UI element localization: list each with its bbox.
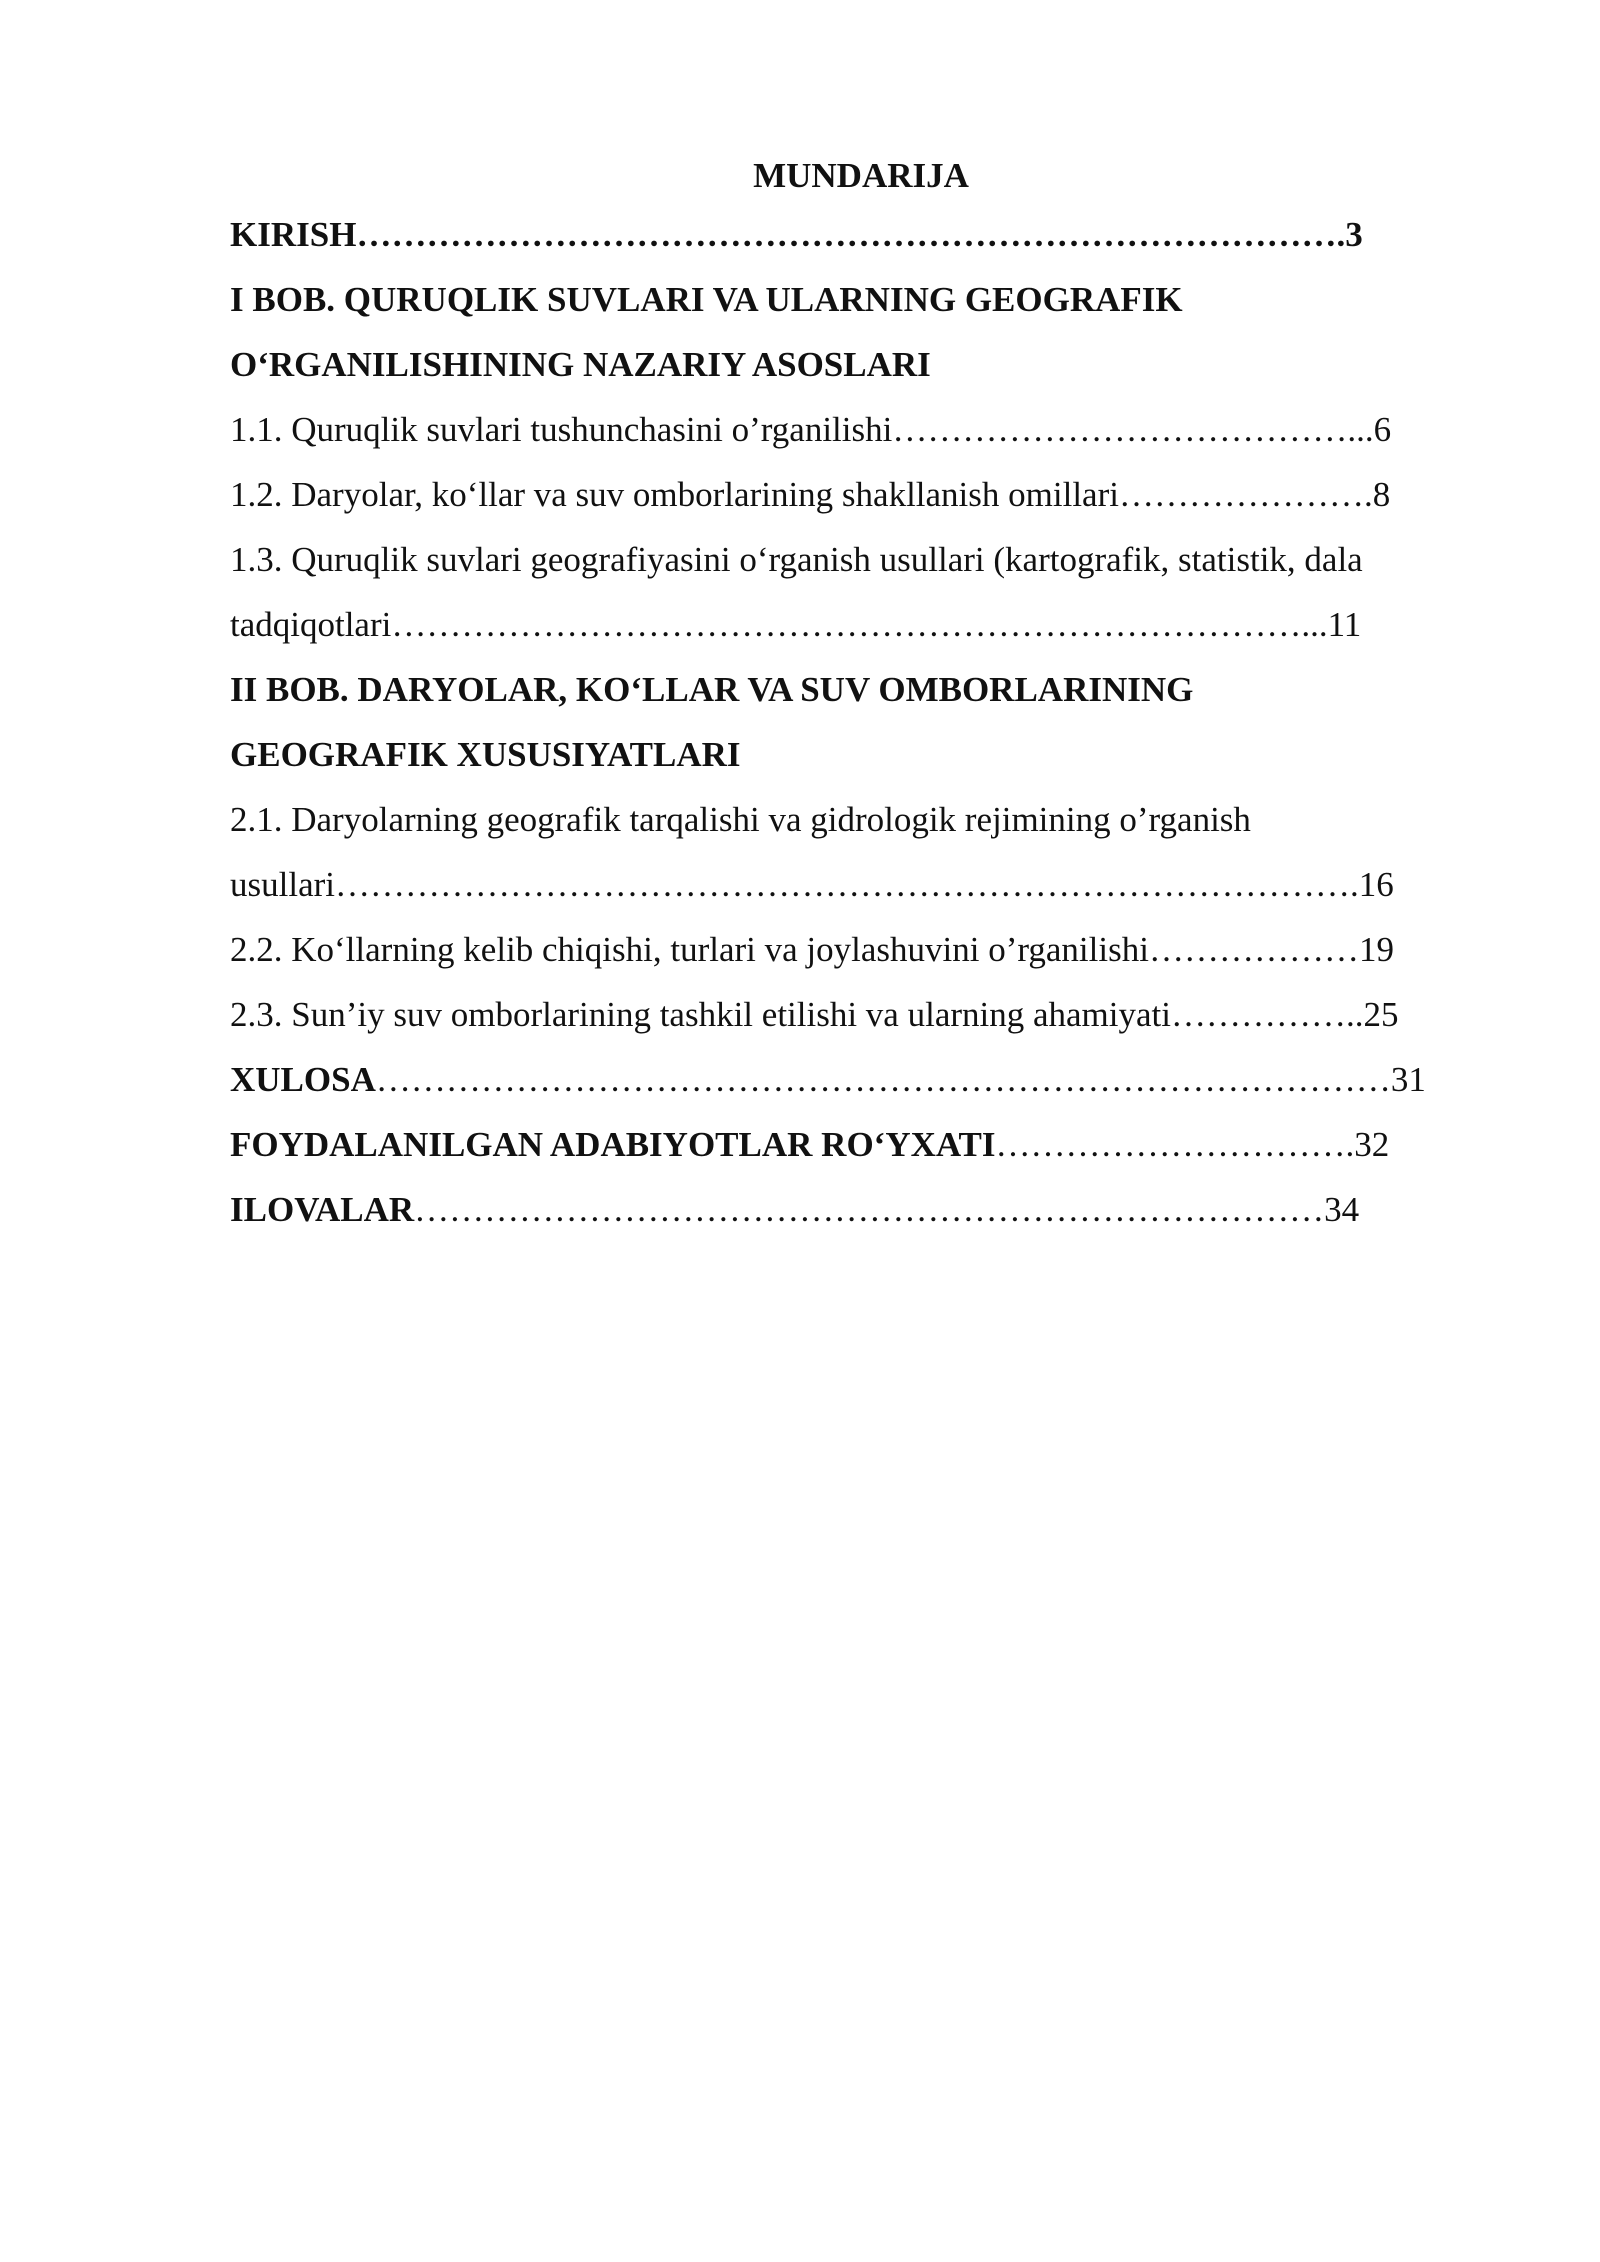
toc-entry-page: 8 (1372, 475, 1391, 514)
toc-entry-text: 1.2. Daryolar, ko‘llar va suv omborlarining shakllanish omillari (230, 475, 1119, 514)
toc-entry-page: 31 (1390, 1060, 1426, 1099)
toc-entry (230, 202, 1492, 267)
toc-chapter-heading (230, 267, 1492, 332)
toc-chapter-heading (230, 722, 1492, 787)
toc-entry-text: XULOSA (230, 1060, 376, 1099)
toc-entry (230, 982, 1492, 1047)
toc-entry-leader: …………………………………………………………………………… (375, 1060, 1391, 1099)
toc-entry (230, 592, 1492, 657)
toc-entry-leader: …………………………………... (892, 410, 1374, 449)
toc-entry-text: I BOB. QURUQLIK SUVLARI VA ULARNING GEOGRAFIK (230, 280, 1183, 319)
toc-entry-text: II BOB. DARYOLAR, KO‘LLAR VA SUV OMBORLARINING (230, 670, 1194, 709)
toc-entry (230, 917, 1492, 982)
toc-entry-text: O‘RGANILISHINING NAZARIY ASOSLARI (230, 345, 931, 384)
toc-entry (230, 1047, 1492, 1112)
toc-entry-leader: …………….. (1170, 995, 1364, 1034)
toc-entry-text: FOYDALANILGAN ADABIYOTLAR RO‘YXATI (230, 1125, 996, 1164)
toc-entry-page: 3 (1345, 215, 1363, 254)
toc-entry-leader: ……………………………………………………………………... (391, 605, 1328, 644)
toc-chapter-heading (230, 332, 1492, 397)
toc-entry-page: 34 (1324, 1190, 1360, 1229)
toc-entry (230, 787, 1492, 852)
toc-entry (230, 1112, 1492, 1177)
table-of-contents (230, 150, 1492, 1242)
toc-entry-page: 16 (1358, 865, 1394, 904)
toc-title: MUNDARIJA (753, 156, 969, 195)
toc-entry-page: 32 (1354, 1125, 1390, 1164)
toc-entry-page: 19 (1358, 930, 1394, 969)
toc-entry-leader: …………………………………………………………………………. (356, 215, 1346, 254)
toc-entry (230, 397, 1492, 462)
toc-entry (230, 462, 1492, 527)
toc-entry-page: 11 (1327, 605, 1362, 644)
toc-entry-text: 2.3. Sun’iy suv omborlarining tashkil etilishi va ularning ahamiyati (230, 995, 1171, 1034)
toc-chapter-heading (230, 657, 1492, 722)
toc-entry-page: 6 (1373, 410, 1392, 449)
toc-entry-text: usullari (230, 865, 335, 904)
toc-entry-leader: ……………… (1148, 930, 1359, 969)
toc-entry-text: tadqiqotlari (230, 605, 392, 644)
toc-entry-text: 1.1. Quruqlik suvlari tushunchasini o’rganilishi (230, 410, 893, 449)
toc-entry-text: KIRISH (230, 215, 357, 254)
toc-entry-page: 25 (1363, 995, 1399, 1034)
toc-entry (230, 852, 1492, 917)
toc-entry-text: 2.1. Daryolarning geografik tarqalishi va gidrologik rejimining o’rganish (230, 800, 1251, 839)
toc-entry-leader: …………………………………………………………………… (414, 1190, 1325, 1229)
toc-entry (230, 527, 1492, 592)
toc-entry-leader: …………………. (1118, 475, 1373, 514)
toc-entry-text: ILOVALAR (230, 1190, 415, 1229)
toc-entry-leader: …………………………. (995, 1125, 1355, 1164)
toc-entry-leader: ……………………………………………………………………………. (334, 865, 1359, 904)
toc-entry-text: GEOGRAFIK XUSUSIYATLARI (230, 735, 741, 774)
toc-entry-text: 2.2. Ko‘llarning kelib chiqishi, turlari va joylashuvini o’rganilishi (230, 930, 1149, 969)
toc-entry-text: 1.3. Quruqlik suvlari geografiyasini o‘rganish usullari (kartografik, statistik, dala (230, 540, 1363, 579)
toc-entry (230, 1177, 1492, 1242)
